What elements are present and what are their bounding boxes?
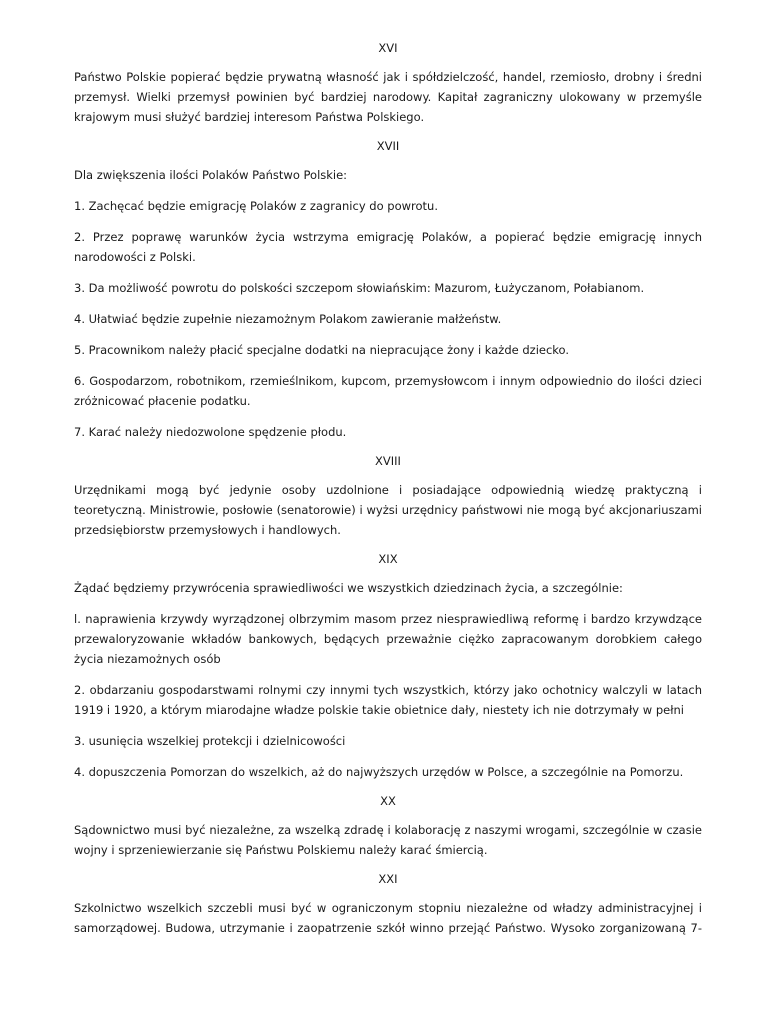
section-heading: XIX	[378, 552, 398, 566]
list-item: 6. Gospodarzom, robotnikom, rzemieślnikom, kupcom, przemysłowcom i innym odpowiednio do ilości dzieci zróżnicować płacenie podatku.	[74, 374, 702, 408]
section-xvi	[74, 40, 702, 127]
document-page	[74, 40, 702, 938]
paragraph: Urzędnikami mogą być jedynie osoby uzdolnione i posiadające odpowiednią wiedzę praktyczną i teoretyczną. Ministrowie, posłowie (senatorowie) i wyżsi urzędnicy państwowi nie mogą być akcjonariuszami przedsiębiorstw przemysłowych i handlowych.	[74, 483, 702, 537]
paragraph: Sądownictwo musi być niezależne, za wszelką zdradę i kolaborację z naszymi wrogami, szczególnie w czasie wojny i sprzeniewierzanie się Państwu Polskiemu należy karać śmiercią.	[74, 823, 702, 857]
section-heading: XVII	[376, 139, 400, 153]
section-xviii	[74, 453, 702, 540]
section-heading: XVIII	[375, 454, 401, 468]
paragraph: Żądać będziemy przywrócenia sprawiedliwości we wszystkich dziedzinach życia, a szczególnie:	[74, 581, 623, 595]
list-item: 3. usunięcia wszelkiej protekcji i dzielnicowości	[74, 734, 346, 748]
section-heading: XXI	[378, 872, 398, 886]
list-item: l. naprawienia krzywdy wyrządzonej olbrzymim masom przez niesprawiedliwą reformę i bardzo krzywdzące przewaloryzowanie wkładów bankowych, będących przeważnie ciężko zapracowanym dorobkiem całego życia niezamożnych osób	[74, 612, 702, 666]
list-item: 1. Zachęcać będzie emigrację Polaków z zagranicy do powrotu.	[74, 199, 438, 213]
section-xxi	[74, 871, 702, 938]
section-heading: XX	[380, 794, 396, 808]
paragraph: Państwo Polskie popierać będzie prywatną własność jak i spółdzielczość, handel, rzemiosło, drobny i średni przemysł. Wielki przemysł powinien być bardziej narodowy. Kapitał zagraniczny ulokowany w przemyśle krajowym musi służyć bardziej interesom Państwa Polskiego.	[74, 70, 702, 124]
section-xx	[74, 793, 702, 860]
list-item: 4. dopuszczenia Pomorzan do wszelkich, aż do najwyższych urzędów w Polsce, a szczególnie na Pomorzu.	[74, 765, 684, 779]
paragraph: Szkolnictwo wszelkich szczebli musi być w ograniczonym stopniu niezależne od władzy administracyjnej i samorządowej. Budowa, utrzymanie i zaopatrzenie szkół winno przejąć Państwo. Wysoko zorganizowaną 7-	[74, 901, 702, 935]
paragraph: Dla zwiększenia ilości Polaków Państwo Polskie:	[74, 168, 348, 182]
list-item: 5. Pracownikom należy płacić specjalne dodatki na niepracujące żony i każde dziecko.	[74, 343, 570, 357]
section-heading: XVI	[378, 41, 398, 55]
list-item: 2. Przez poprawę warunków życia wstrzyma emigrację Polaków, a popierać będzie emigrację innych narodowości z Polski.	[74, 230, 702, 264]
section-xvii	[74, 138, 702, 442]
list-item: 3. Da możliwość powrotu do polskości szczepom słowiańskim: Mazurom, Łużyczanom, Połabianom.	[74, 281, 645, 295]
list-item: 7. Karać należy niedozwolone spędzenie płodu.	[74, 425, 347, 439]
list-item: 4. Ułatwiać będzie zupełnie niezamożnym Polakom zawieranie małżeństw.	[74, 312, 502, 326]
section-xix	[74, 551, 702, 782]
list-item: 2. obdarzaniu gospodarstwami rolnymi czy innymi tych wszystkich, którzy jako ochotnicy walczyli w latach 1919 i 1920, a którym miarodajne władze polskie takie obietnice dały, niestety ich nie dotrzymały w pełni	[74, 683, 702, 717]
